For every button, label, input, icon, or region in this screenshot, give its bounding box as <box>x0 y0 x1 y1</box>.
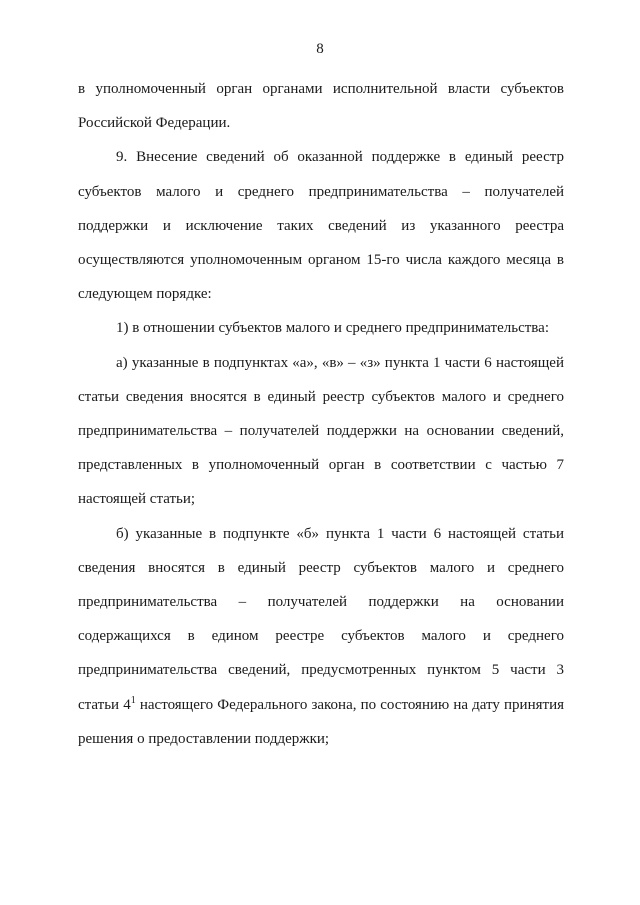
paragraph-item-9: 9. Внесение сведений об оказанной поддержке в единый реестр субъектов малого и среднего предпринимательства – получателей поддержки и исключение таких сведений из указанного реестра осуществляются уполномоченным органом 15-го числа каждого месяца в следующем порядке: <box>78 149 564 303</box>
paragraph-subitem-b-text-before: б) указанные в подпункте «б» пункта 1 части 6 настоящей статьи сведения вносятся в единый реестр субъектов малого и среднего предпринимательства – получателей поддержки на основании содержащихся в едином реестре субъектов малого и среднего предпринимательства сведений, предусмотренных пунктом 5 части 3 статьи 4 <box>78 525 564 713</box>
document-body <box>78 72 564 756</box>
paragraph-continuation: в уполномоченный орган органами исполнительной власти субъектов Российской Федерации. <box>78 81 564 132</box>
paragraph-subitem-b <box>78 517 564 756</box>
paragraph-subitem-a: а) указанные в подпунктах «а», «в» – «з» пункта 1 части 6 настоящей статьи сведения вносятся в единый реестр субъектов малого и среднего предпринимательства – получателей поддержки на основании сведений, представленных в уполномоченный орган в соответствии с частью 7 настоящей статьи; <box>78 354 564 508</box>
paragraph-subitem-1: 1) в отношении субъектов малого и среднего предпринимательства: <box>116 320 550 337</box>
page-number: 8 <box>316 41 324 57</box>
article-superscript: 1 <box>130 694 136 706</box>
paragraph-subitem-b-text-after: настоящего Федерального закона, по состоянию на дату принятия решения о предоставлении поддержки; <box>78 696 564 747</box>
